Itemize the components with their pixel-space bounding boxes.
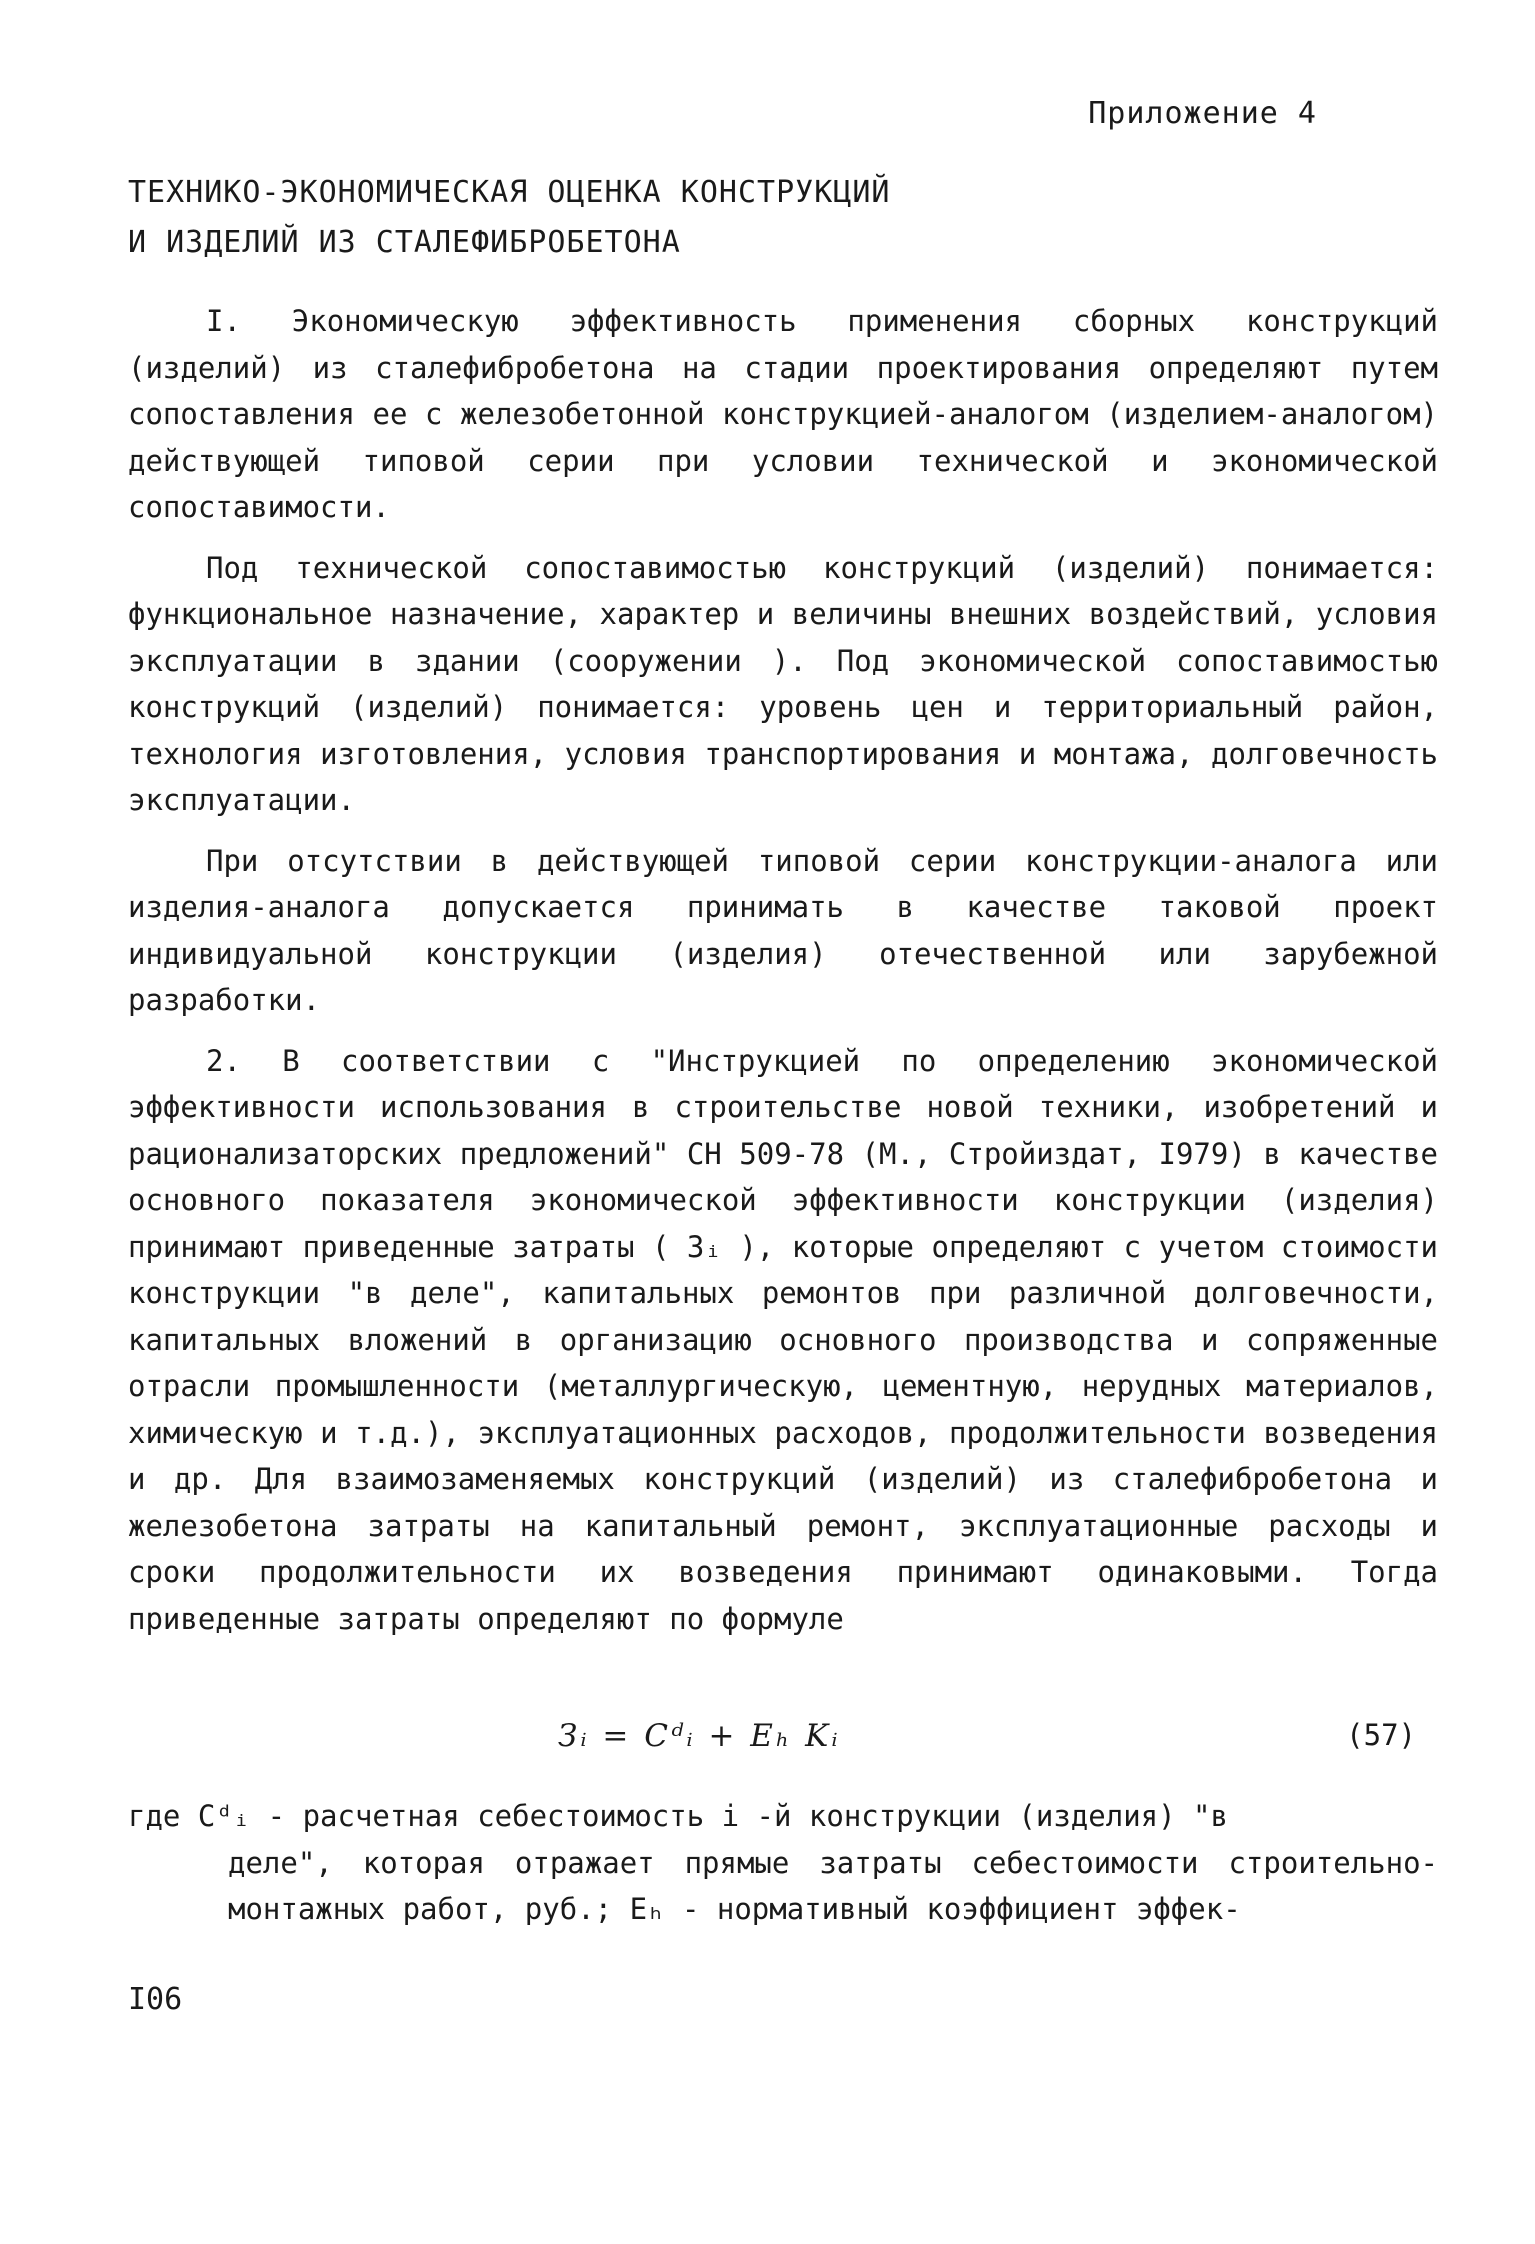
formula-expression: Зᵢ = Cᵈᵢ + Eₕ Kᵢ (558, 1718, 841, 1754)
body-text (128, 298, 1438, 1656)
formula-explanation (128, 1793, 1438, 1933)
paragraph: I. Экономическую эффективность применения сборных конструкций (изделий) из сталефибробетона на стадии проектирования определяют путем сопоставления ее с железобетонной конструкцией-аналогом (изделием-аналогом) действующей типовой серии при условии технической и экономической сопоставимости. (128, 304, 1438, 524)
section-title-line-1: ТЕХНИКО-ЭКОНОМИЧЕСКАЯ ОЦЕНКА КОНСТРУКЦИЙ (128, 175, 891, 210)
paragraph: При отсутствии в действующей типовой серии конструкции-аналога или изделия-аналога допускается принимать в качестве таковой проект индивидуальной конструкции (изделия) отечественной или зарубежной разработки. (128, 843, 1438, 1017)
explanation-line-1: где Cᵈᵢ - расчетная себестоимость i -й конструкции (изделия) "в (128, 1799, 1228, 1833)
formula-57 (128, 1718, 1416, 1768)
paragraph: Под технической сопоставимостью конструкций (изделий) понимается: функциональное назначение, характер и величины внешних воздействий, условия эксплуатации в здании (сооружении ). Под экономической сопоставимостью конструкций (изделий) понимается: уровень цен и территориальный район, технология изготовления, условия транспортирования и монтажа, долговечность эксплуатации. (128, 550, 1438, 817)
section-title-line-2: И ИЗДЕЛИЙ ИЗ СТАЛЕФИБРОБЕТОНА (128, 225, 681, 260)
page-number: I06 (128, 1982, 183, 2017)
explanation-continuation: деле", которая отражает прямые затраты себестоимости строительно-монтажных работ, руб.; Eₕ - нормативный коэффициент эффек- (228, 1845, 1438, 1926)
paragraph: 2. В соответствии с "Инструкцией по определению экономической эффективности использования в строительстве новой техники, изобретений и рационализаторских предложений" СН 509-78 (М., Стройиздат, I979) в качестве основного показателя экономической эффективности конструкции (изделия) принимают приведенные затраты ( Зᵢ ), которые определяют с учетом стоимости конструкции "в деле", капитальных ремонтов при различной долговечности, капитальных вложений в организацию основного производства и сопряженные отрасли промышленности (металлургическую, цементную, нерудных материалов, химическую и т.д.), эксплуатационных расходов, продолжительности возведения и др. Для взаимозаменяемых конструкций (изделий) из сталефибробетона и железобетона затраты на капитальный ремонт, эксплуатационные расходы и сроки продолжительности их возведения принимают одинаковыми. Тогда приведенные затраты определяют по формуле (128, 1043, 1438, 1636)
formula-number: (57) (1346, 1718, 1416, 1752)
section-title (128, 168, 1328, 268)
appendix-label: Приложение 4 (1088, 96, 1317, 131)
